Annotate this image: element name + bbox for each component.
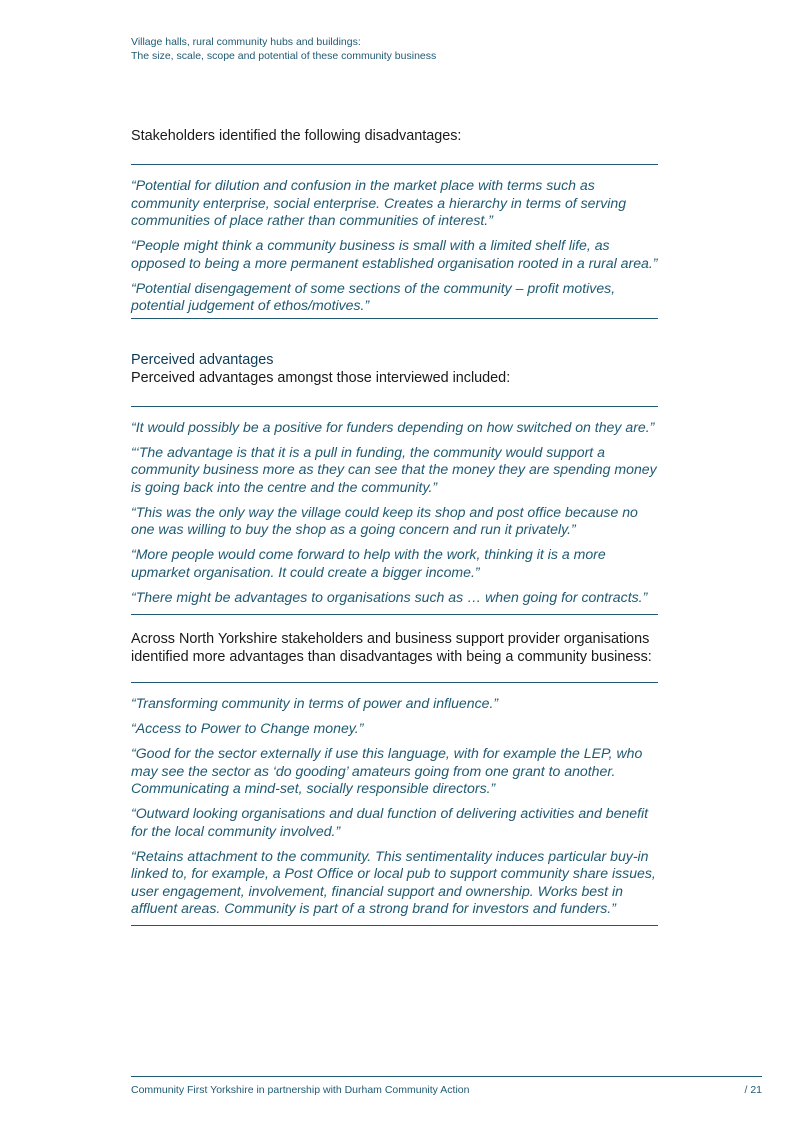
divider (131, 614, 658, 615)
quote: “It would possibly be a positive for funders depending on how switched on they are.” (131, 418, 655, 435)
quote: “Retains attachment to the community. This sentimentality induces particular buy-in linked to, for example, a Post Office or local pub to support community share issues, user engagement, involvement, financial support and ownership. Works best in affluent areas. Community is part of a strong brand for investors and funders.” (131, 847, 656, 916)
quote: “More people would come forward to help with the work, thinking it is a more upmarket organisation. It could create a bigger income.” (131, 546, 606, 580)
north-yorkshire-intro: Across North Yorkshire stakeholders and business support provider organisations identified more advantages than disadvantages with being a community business: (131, 631, 652, 665)
quote: “There might be advantages to organisations such as … when going for contracts.” (131, 588, 648, 605)
quote: “Potential disengagement of some sections of the community – profit motives, potential judgement of ethos/motives.” (131, 279, 616, 313)
running-header (131, 36, 436, 63)
divider (131, 925, 658, 926)
advantages-quotes (131, 407, 658, 607)
page-number: / 21 (744, 1084, 762, 1096)
page-content (131, 127, 658, 926)
quote: “‘The advantage is that it is a pull in funding, the community would support a community business more as they can see that the money they are spending money is going back into the centre and the community.” (131, 443, 657, 495)
running-header-line-2: The size, scale, scope and potential of these community business (131, 49, 437, 62)
quote: “Access to Power to Change money.” (131, 720, 364, 736)
footer-divider (131, 1076, 762, 1077)
quote: “Potential for dilution and confusion in the market place with terms such as community enterprise, social enterprise. Creates a hierarchy in terms of serving communities of place rather than communities of interest.” (131, 177, 627, 228)
footer-text: Community First Yorkshire in partnership with Durham Community Action (131, 1084, 470, 1096)
quote: “Outward looking organisations and dual function of delivering activities and benefit for the local community involved.” (131, 805, 649, 839)
running-header-line-1: Village halls, rural community hubs and buildings: (131, 36, 361, 48)
divider (131, 318, 658, 319)
disadvantages-quotes (131, 165, 658, 315)
quote: “Good for the sector externally if use this language, with for example the LEP, who may see the sector as ‘do gooding’ amateurs going from one grant to another. Communicating a mind-set, socially responsible directors.” (131, 745, 643, 796)
quote: “People might think a community business is small with a limited shelf life, as opposed to being a more permanent established organisation rooted in a rural area.” (131, 237, 658, 271)
quote: “Transforming community in terms of power and influence.” (131, 695, 499, 711)
disadvantages-intro: Stakeholders identified the following disadvantages: (131, 128, 462, 144)
section-heading: Perceived advantages (131, 351, 274, 368)
north-yorkshire-quotes (131, 683, 658, 918)
quote: “This was the only way the village could keep its shop and post office because no one was willing to buy the shop as a going concern and run it privately.” (131, 503, 638, 537)
advantages-intro: Perceived advantages amongst those interviewed included: (131, 369, 511, 386)
